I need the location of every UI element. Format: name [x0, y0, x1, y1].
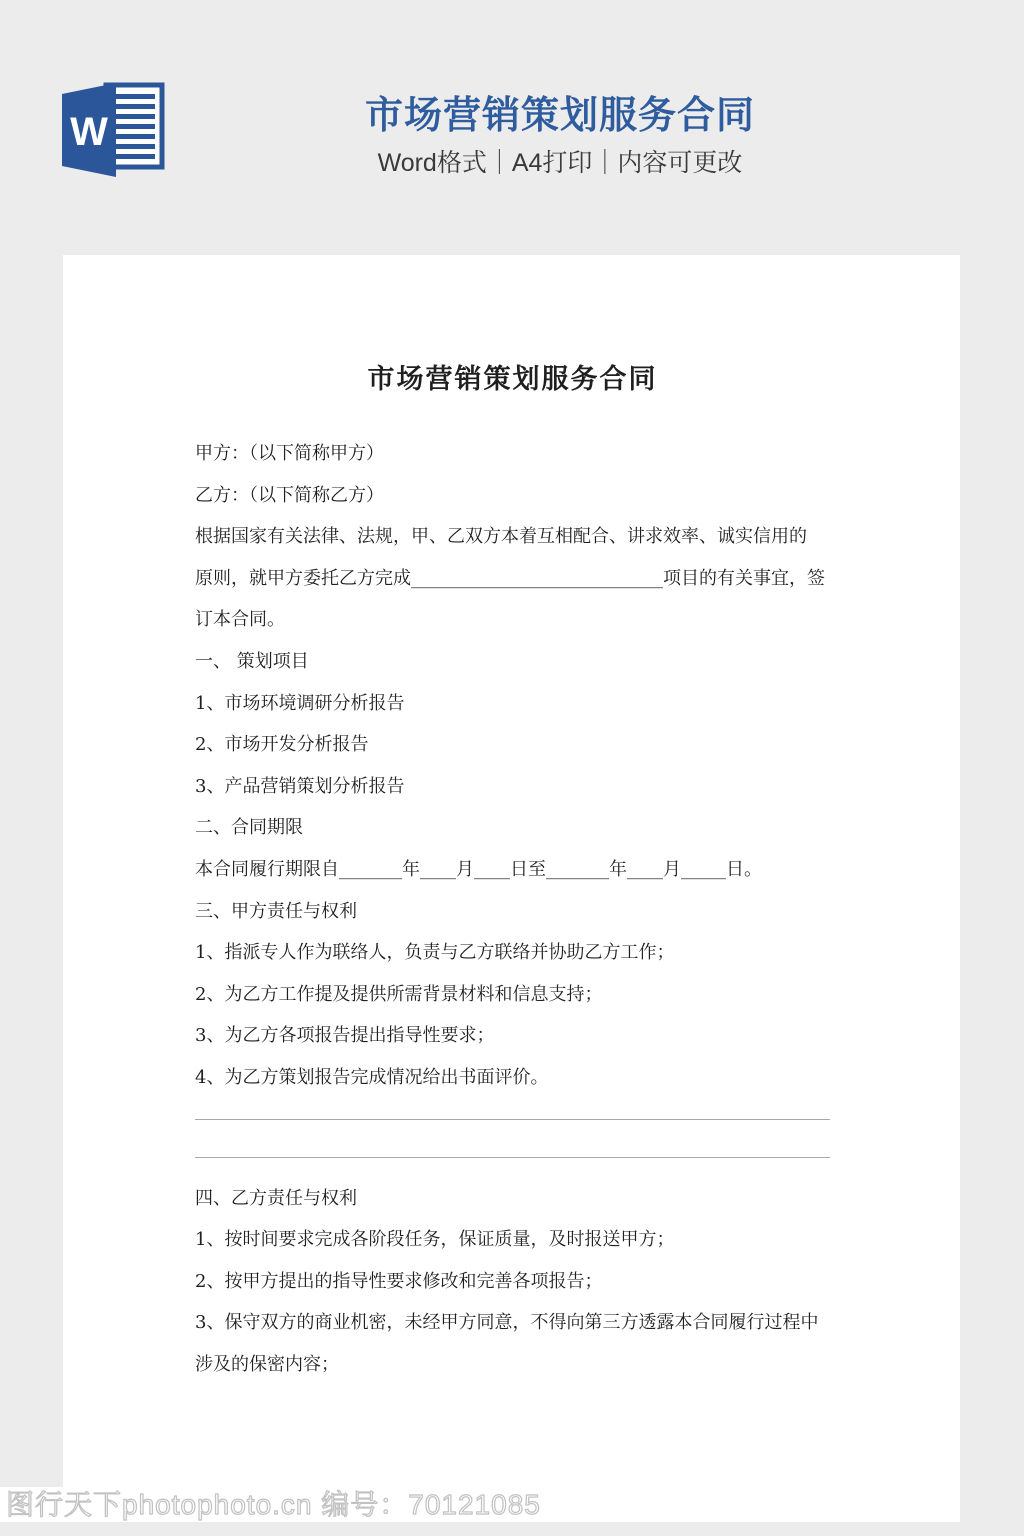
- doc-line: 1、市场环境调研分析报告: [195, 692, 405, 714]
- watermark-text: 图行天下photophoto.cn 编号：70121085: [6, 1489, 541, 1520]
- blank-line-rule: [195, 1120, 830, 1158]
- doc-line: 3、产品营销策划分析报告: [195, 775, 405, 797]
- doc-line: 订本合同。: [195, 609, 285, 631]
- doc-line-section-4: 四、乙方责任与权利: [195, 1187, 357, 1209]
- doc-line: 1、按时间要求完成各阶段任务，保证质量，及时报送甲方；: [195, 1229, 675, 1251]
- doc-line-section-1: 一、 策划项目: [195, 650, 309, 672]
- doc-line-party-a: 甲方：（以下简称甲方）: [195, 443, 384, 464]
- doc-line: 涉及的保密内容；: [195, 1353, 339, 1375]
- doc-line: 2、市场开发分析报告: [195, 734, 369, 756]
- document-page: [63, 255, 960, 1522]
- doc-line: 3、为乙方各项报告提出指导性要求；: [195, 1025, 495, 1047]
- doc-line: 4、为乙方策划报告完成情况给出书面评价。: [195, 1066, 549, 1088]
- document-title: 市场营销策划服务合同: [367, 364, 658, 395]
- template-subtitle: Word格式｜A4打印｜内容可更改: [377, 149, 743, 177]
- doc-line: 2、按甲方提出的指导性要求修改和完善各项报告；: [195, 1270, 603, 1292]
- doc-line: 3、保守双方的商业机密，未经甲方同意，不得向第三方透露本合同履行过程中: [195, 1312, 819, 1334]
- doc-line-party-b: 乙方：（以下简称乙方）: [195, 484, 384, 506]
- doc-line: 根据国家有关法律、法规，甲、乙双方本着互相配合、讲求效率、诚实信用的: [195, 526, 807, 548]
- word-icon-letter: W: [70, 110, 108, 154]
- template-title: 市场营销策划服务合同: [364, 95, 755, 137]
- doc-line-section-2: 二、合同期限: [195, 817, 303, 839]
- doc-line-project-blank: 原则，就甲方委托乙方完成____________________________项目的有关事宜，签: [195, 567, 825, 589]
- doc-line: 2、为乙方工作提及提供所需背景材料和信息支持；: [195, 983, 603, 1005]
- template-header: [0, 0, 1024, 255]
- blank-line-rule: [195, 1099, 830, 1120]
- doc-line-section-3: 三、甲方责任与权利: [195, 900, 357, 922]
- doc-line: 1、指派专人作为联络人，负责与乙方联络并协助乙方工作；: [195, 942, 675, 964]
- header-text: [300, 94, 820, 180]
- document-body: [63, 255, 960, 1385]
- word-icon: [58, 78, 170, 182]
- doc-line-term-dates: 本合同履行期限自_______年____月____日至_______年____月_____日。: [195, 858, 762, 880]
